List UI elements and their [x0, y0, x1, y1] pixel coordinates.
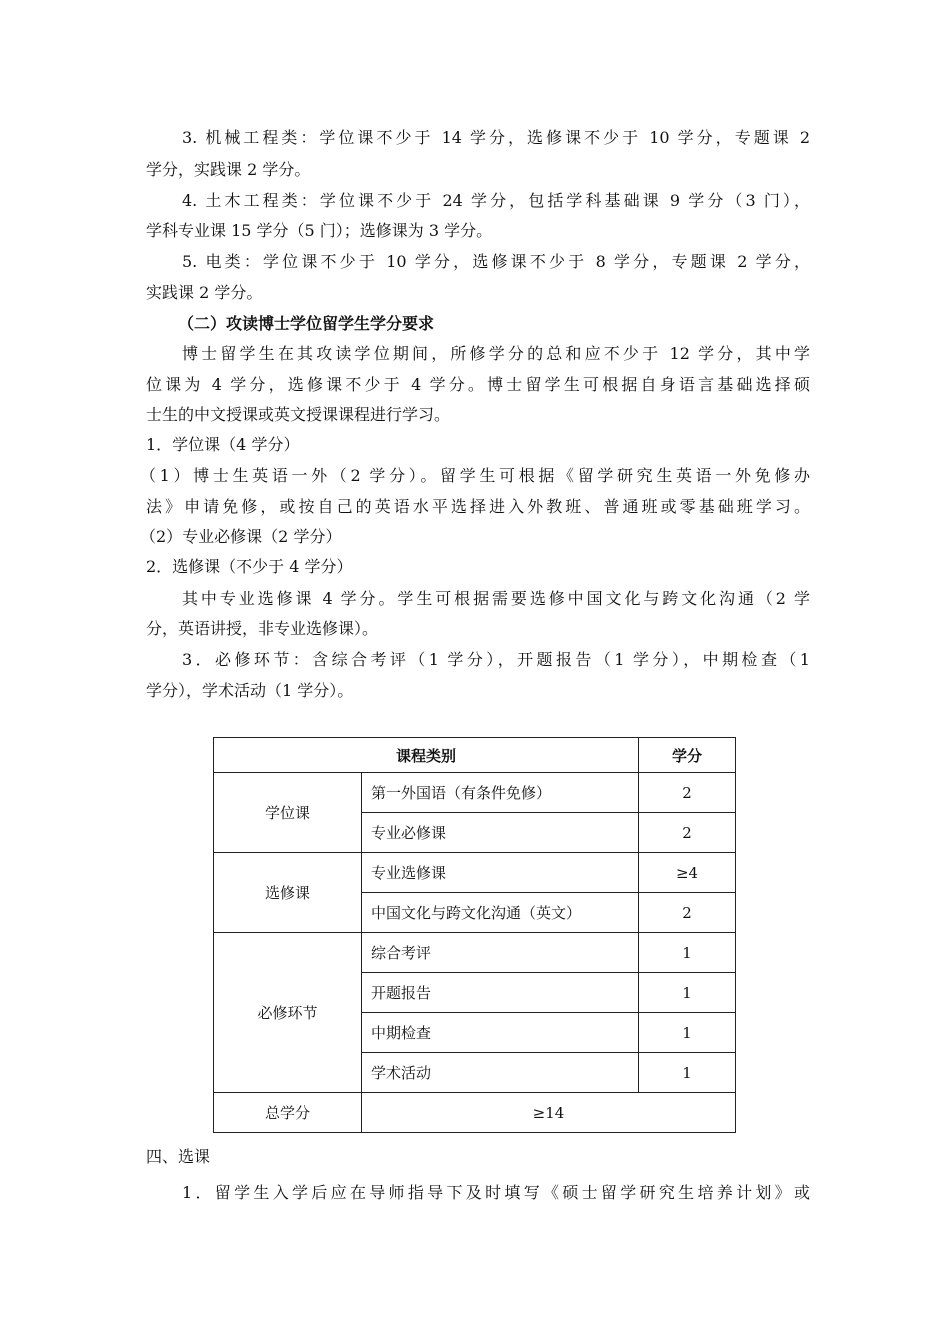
paragraph-phd-line1: 博士留学生在其攻读学位期间，所修学分的总和应不少于 12 学分，其中学: [182, 344, 810, 363]
elective-title: 2．选修课（不少于 4 学分）: [146, 557, 353, 576]
credit-cell: 1: [639, 1053, 736, 1093]
credit-cell: 2: [639, 773, 736, 813]
paragraph-mech-line2: 学分，实践课 2 学分。: [146, 160, 311, 179]
table-row: [214, 773, 736, 813]
degree-course-title: 1．学位课（4 学分）: [146, 435, 300, 454]
paragraph-phd-line3: 士生的中文授课或英文授课课程进行学习。: [146, 405, 451, 424]
paragraph-civil-line2: 学科专业课 15 学分（5 门）；选修课为 3 学分。: [146, 221, 493, 240]
table-total-row: [214, 1093, 736, 1133]
course-cell: 专业选修课: [362, 853, 639, 893]
category-cell: 选修课: [214, 853, 362, 933]
course-cell: 学术活动: [362, 1053, 639, 1093]
table-header-row: [214, 738, 736, 773]
header-category: 课程类别: [214, 738, 639, 773]
paragraph-civil-line1: 4. 土木工程类：学位课不少于 24 学分，包括学科基础课 9 学分（3 门），: [182, 191, 810, 210]
credit-cell: 2: [639, 893, 736, 933]
table-row: [214, 853, 736, 893]
course-cell: 专业必修课: [362, 813, 639, 853]
elective-line2: 分，英语讲授，非专业选修课）。: [146, 619, 379, 638]
required-line2: 学分），学术活动（1 学分）。: [146, 681, 354, 700]
credit-cell: 1: [639, 973, 736, 1013]
credit-cell: 1: [639, 1013, 736, 1053]
table-row: [214, 933, 736, 973]
credit-cell: 1: [639, 933, 736, 973]
credit-cell: ≥4: [639, 853, 736, 893]
elective-line1: 其中专业选修课 4 学分。学生可根据需要选修中国文化与跨文化沟通（2 学: [182, 589, 810, 608]
degree-item1-line2: 法》申请免修，或按自己的英语水平选择进入外教班、普通班或零基础班学习。: [146, 497, 810, 516]
course-cell: 第一外国语（有条件免修）: [362, 773, 639, 813]
course-cell: 中国文化与跨文化沟通（英文）: [362, 893, 639, 933]
paragraph-phd-line2: 位课为 4 学分，选修课不少于 4 学分。博士留学生可根据自身语言基础选择硕: [146, 375, 810, 394]
degree-item1-line1: （1）博士生英语一外（2 学分）。留学生可根据《留学研究生英语一外免修办: [140, 466, 810, 485]
course-cell: 开题报告: [362, 973, 639, 1013]
section-heading-course-selection: 四、选课: [146, 1147, 211, 1166]
required-line1: 3．必修环节：含综合考评（1 学分），开题报告（1 学分），中期检查（1: [182, 650, 810, 669]
degree-item2: （2）专业必修课（2 学分）: [140, 527, 342, 546]
course-selection-line1: 1．留学生入学后应在导师指导下及时填写《硕士留学研究生培养计划》或: [182, 1183, 810, 1202]
category-cell: 必修环节: [214, 933, 362, 1093]
header-credits: 学分: [639, 738, 736, 773]
credit-cell: 2: [639, 813, 736, 853]
paragraph-elec-line2: 实践课 2 学分。: [146, 283, 263, 302]
paragraph-elec-line1: 5. 电类：学位课不少于 10 学分，选修课不少于 8 学分，专题课 2 学分，: [182, 252, 810, 271]
course-cell: 综合考评: [362, 933, 639, 973]
total-value: ≥14: [362, 1093, 736, 1133]
course-cell: 中期检查: [362, 1013, 639, 1053]
credits-table: [213, 737, 736, 1133]
section-heading-phd: （二）攻读博士学位留学生学分要求: [178, 314, 435, 333]
category-cell: 学位课: [214, 773, 362, 853]
total-label: 总学分: [214, 1093, 362, 1133]
paragraph-mech-line1: 3. 机械工程类：学位课不少于 14 学分，选修课不少于 10 学分，专题课 2: [182, 128, 810, 147]
